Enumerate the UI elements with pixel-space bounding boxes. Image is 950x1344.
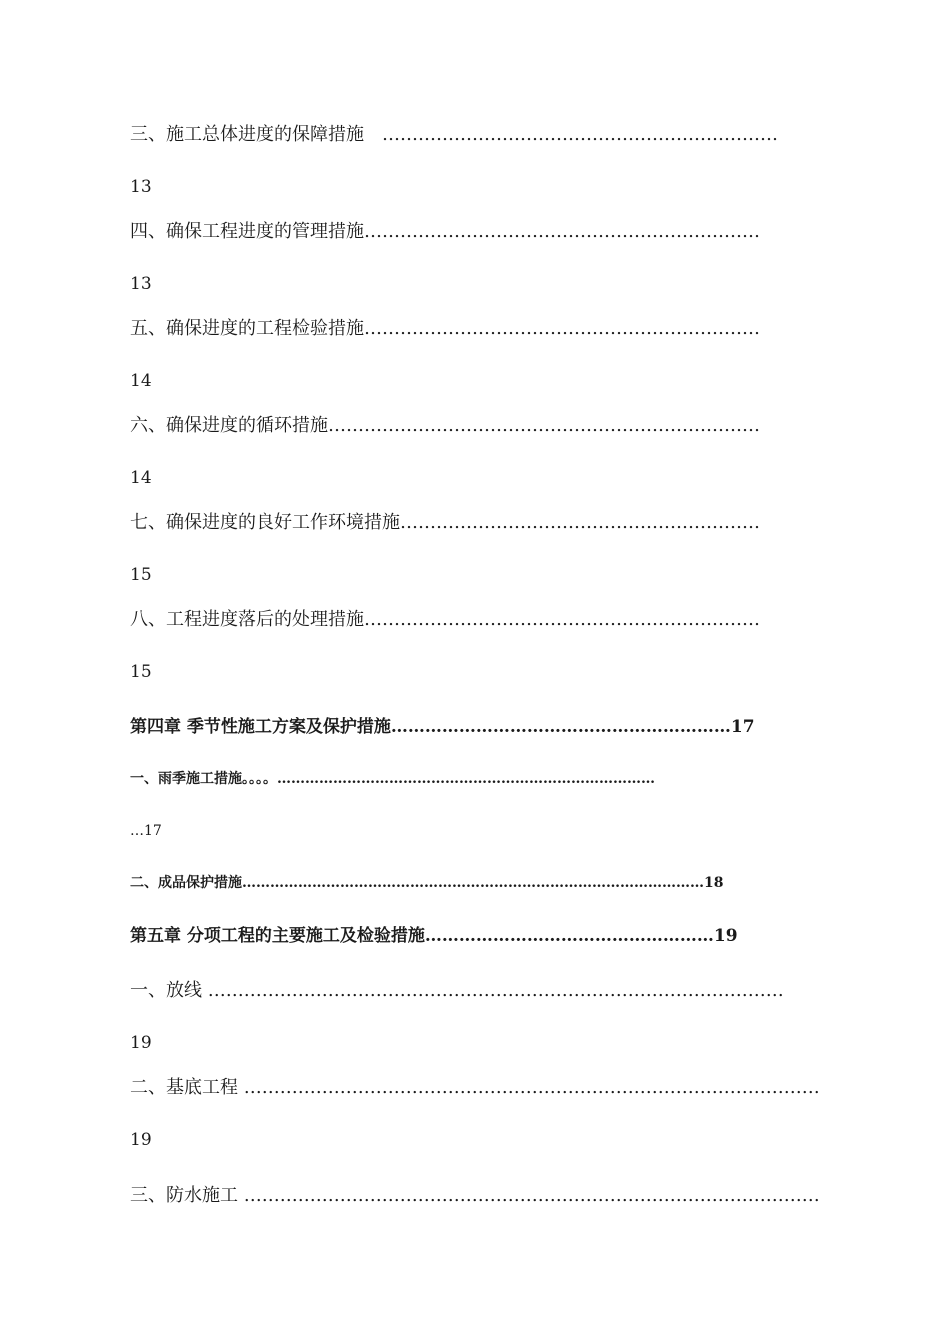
toc-entry-s4: 四、确保工程进度的管理措施………………………………………………………… [130, 221, 760, 242]
toc-entry-s8: 八、工程进度落后的处理措施………………………………………………………… [130, 609, 760, 630]
toc-entry-ch4-2: 二、成品保护措施………………………………………………………………………………………18 [130, 875, 724, 891]
toc-page-s5: 14 [130, 371, 152, 391]
toc-page-s3: 13 [130, 177, 152, 197]
toc-chapter-4: 第四章 季节性施工方案及保护措施……………………………………………………17 [130, 717, 755, 737]
toc-entry-ch4-1: 一、雨季施工措施。。。。……………………………………………………………………… [130, 771, 655, 787]
toc-entry-s7: 七、确保进度的良好工作环境措施…………………………………………………… [130, 512, 760, 533]
toc-entry-ch5-1: 一、放线 …………………………………………………………………………………… [130, 980, 784, 1001]
toc-page-ch5-2: 19 [130, 1130, 152, 1150]
toc-page-s7: 15 [130, 565, 152, 585]
toc-chapter-5: 第五章 分项工程的主要施工及检验措施……………………………………………19 [130, 926, 738, 946]
toc-page-ch5-1: 19 [130, 1033, 152, 1053]
toc-entry-s5: 五、确保进度的工程检验措施………………………………………………………… [130, 318, 760, 339]
toc-entry-ch5-2: 二、基底工程 …………………………………………………………………………………… [130, 1077, 820, 1098]
toc-entry-ch5-3: 三、防水施工 …………………………………………………………………………………… [130, 1185, 820, 1206]
toc-page-s8: 15 [130, 662, 152, 682]
toc-entry-s3: 三、施工总体进度的保障措施 ………………………………………………………… [130, 124, 778, 145]
toc-page-s4: 13 [130, 274, 152, 294]
toc-page-s6: 14 [130, 468, 152, 488]
toc-entry-s6: 六、确保进度的循环措施……………………………………………………………… [130, 415, 760, 436]
toc-page-ch4-1: …17 [130, 823, 162, 839]
